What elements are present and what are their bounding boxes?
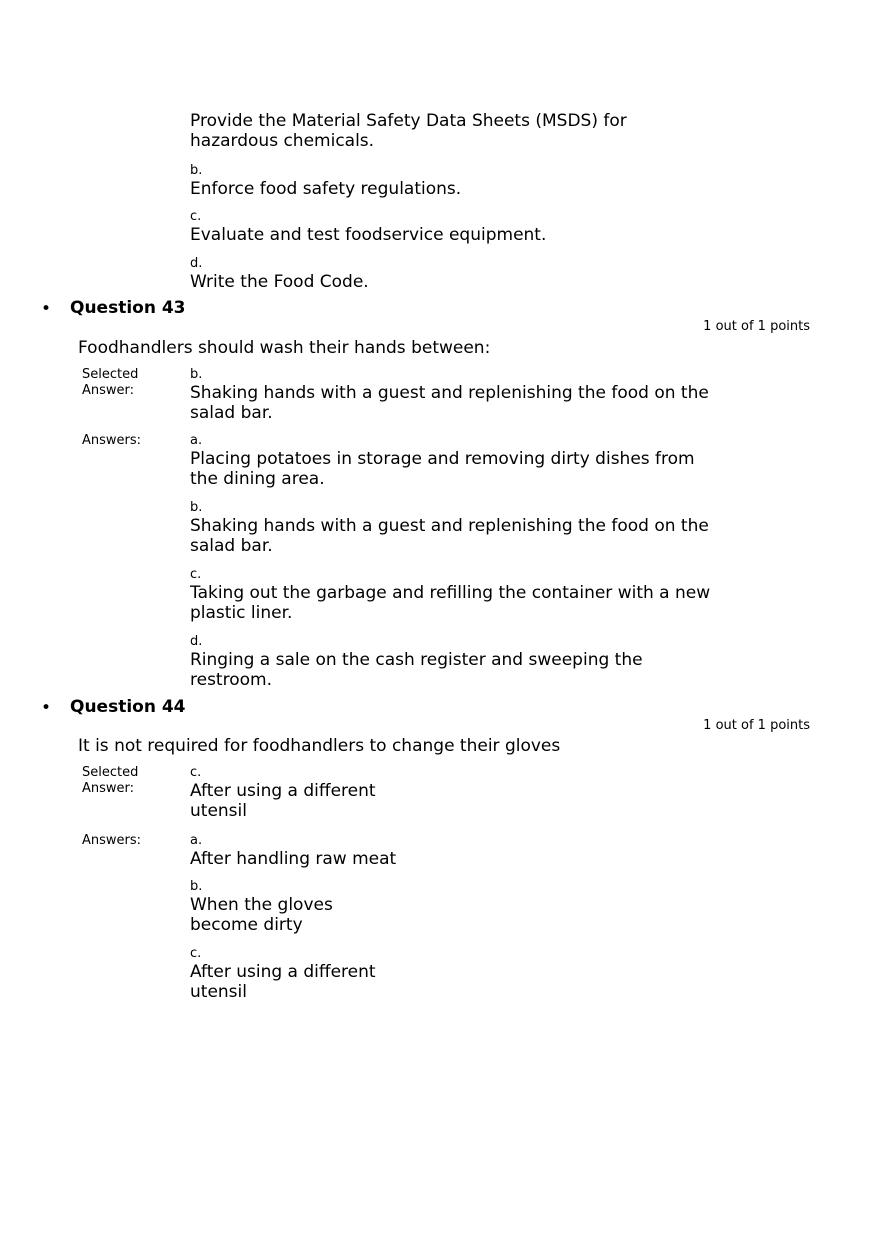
option-text: Evaluate and test foodservice equipment. (190, 225, 547, 245)
q43-answer-c (190, 567, 720, 623)
option-letter: c. (190, 209, 202, 224)
option-text: When the gloves become dirty (190, 895, 333, 935)
q43-answers-label: Answers: (82, 433, 142, 448)
option-letter: d. (190, 256, 203, 271)
option-letter: b. (190, 879, 203, 894)
option-letter: b. (190, 163, 203, 178)
q44-selected-label: Selected Answer: (82, 765, 139, 796)
option-letter: b. (190, 500, 203, 515)
option-letter: c. (190, 765, 202, 780)
q42-option-b (190, 163, 720, 199)
option-text: Enforce food safety regulations. (190, 179, 462, 199)
q44-points: 1 out of 1 points (703, 718, 810, 733)
q44-answers-label: Answers: (82, 833, 142, 848)
option-text: Shaking hands with a guest and replenishing the food on the salad bar. (190, 383, 709, 423)
q44-prompt: It is not required for foodhandlers to change their gloves (78, 736, 561, 756)
q43-title: Question 43 (70, 298, 186, 318)
bullet-icon: • (41, 299, 52, 319)
option-text: Taking out the garbage and refilling the container with a new plastic liner. (190, 583, 711, 623)
option-letter: c. (190, 567, 202, 582)
q43-answer-a (190, 433, 720, 489)
option-letter: c. (190, 946, 202, 961)
q44-answer-b (190, 879, 405, 935)
q43-answer-d (190, 634, 720, 690)
q44-answer-a (190, 833, 405, 869)
q43-points: 1 out of 1 points (703, 319, 810, 334)
option-text: After using a different utensil (190, 781, 376, 821)
q43-answer-b (190, 500, 720, 556)
option-text: Shaking hands with a guest and replenishing the food on the salad bar. (190, 516, 709, 556)
option-letter: d. (190, 634, 203, 649)
q43-prompt: Foodhandlers should wash their hands between: (78, 338, 491, 358)
q43-selected-answer (190, 367, 720, 423)
q42-option-c (190, 209, 720, 245)
option-text: After using a different utensil (190, 962, 376, 1002)
option-text: After handling raw meat (190, 849, 397, 869)
q44-selected-answer (190, 765, 405, 821)
option-text: Write the Food Code. (190, 272, 369, 292)
option-letter: a. (190, 433, 203, 448)
bullet-icon: • (41, 698, 52, 718)
q43-selected-label: Selected Answer: (82, 367, 139, 398)
q44-title: Question 44 (70, 697, 186, 717)
option-letter: a. (190, 833, 203, 848)
option-text: Ringing a sale on the cash register and sweeping the restroom. (190, 650, 643, 690)
q42-option-a-text: Provide the Material Safety Data Sheets (MSDS) for hazardous chemicals. (190, 111, 627, 151)
option-letter: b. (190, 367, 203, 382)
q44-answer-c (190, 946, 405, 1002)
option-text: Placing potatoes in storage and removing dirty dishes from the dining area. (190, 449, 695, 489)
q42-option-d (190, 256, 720, 292)
